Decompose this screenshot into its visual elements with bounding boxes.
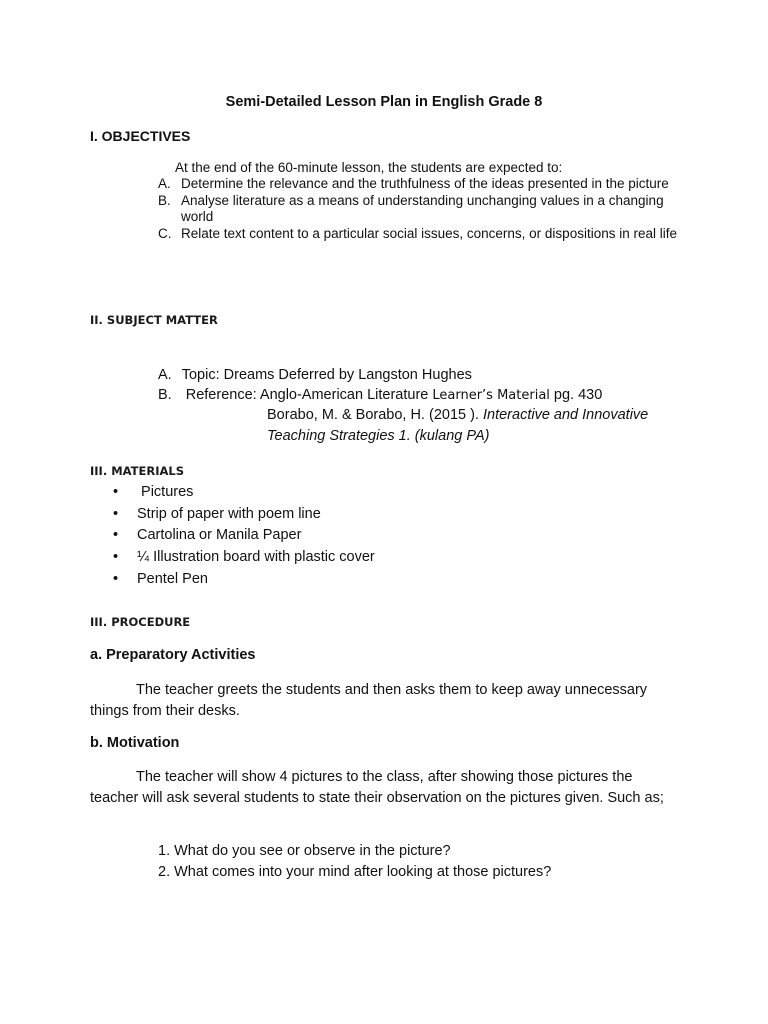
materials-heading: III. MATERIALS <box>90 464 185 478</box>
bullet: • <box>113 570 119 587</box>
objective-item <box>158 226 698 243</box>
bullet: • <box>113 527 119 544</box>
document-title: Semi-Detailed Lesson Plan in English Grade 8 <box>225 94 543 110</box>
bullet: • <box>113 484 119 500</box>
citation-title-2: Teaching Strategies 1. (kulang PA) <box>267 428 490 444</box>
citation-authors: Borabo, M. & Borabo, H. (2015 ). <box>267 407 483 423</box>
topic-line <box>158 367 472 383</box>
objective-text: Analyse literature as a means of understanding unchanging values in a changing world <box>181 192 664 224</box>
reference-material: Learner’s Material <box>432 388 550 403</box>
objective-marker: A. <box>158 176 171 191</box>
objective-marker: C. <box>158 225 172 241</box>
reference-page: pg. 430 <box>549 387 603 403</box>
subject-matter-heading: II. SUBJECT MATTER <box>90 313 218 327</box>
material-item <box>113 547 375 569</box>
preparatory-text: The teacher greets the students and then asks them to keep away unnecessary things from their desks. <box>90 682 648 719</box>
material-text: Pentel Pen <box>137 570 208 587</box>
material-item <box>113 504 375 526</box>
objective-marker: B. <box>158 192 171 208</box>
material-text: Strip of paper with poem line <box>137 505 321 522</box>
motivation-text: The teacher will show 4 pictures to the class, after showing those pictures the teacher will ask several students to state their observation on the pictures given. Such as; <box>90 769 664 806</box>
material-text: Pictures <box>137 484 194 500</box>
citation-title-1: Interactive and Innovative <box>483 407 649 423</box>
topic-text: Topic: Dreams Deferred by Langston Hughes <box>181 367 472 383</box>
material-item <box>113 525 375 547</box>
bullet: • <box>113 505 119 522</box>
objective-text: Relate text content to a particular social issues, concerns, or dispositions in real life <box>181 225 677 241</box>
material-item <box>113 569 375 591</box>
motivation-question: 1. What do you see or observe in the picture? <box>158 843 451 859</box>
material-text: ¼ Illustration board with plastic cover <box>137 549 375 566</box>
material-text: Cartolina or Manila Paper <box>137 527 302 544</box>
bullet: • <box>113 549 119 566</box>
objective-item <box>158 176 698 193</box>
objective-item <box>158 193 698 226</box>
reference-line <box>158 387 602 403</box>
objective-text: Determine the relevance and the truthfulness of the ideas presented in the picture <box>181 176 669 191</box>
objectives-heading: I. OBJECTIVES <box>90 128 191 144</box>
reference-label: Reference: Anglo-American Literature <box>185 387 433 403</box>
citation-line-1 <box>267 407 648 423</box>
material-item <box>113 482 375 504</box>
motivation-heading: b. Motivation <box>90 735 180 751</box>
motivation-question: 2. What comes into your mind after looking at those pictures? <box>158 864 552 880</box>
objectives-intro: At the end of the 60-minute lesson, the students are expected to: <box>175 160 563 175</box>
reference-marker: B. <box>158 387 172 403</box>
topic-marker: A. <box>158 367 172 383</box>
procedure-heading: III. PROCEDURE <box>90 615 191 629</box>
materials-list <box>113 482 375 591</box>
objectives-list <box>158 176 698 242</box>
preparatory-heading: a. Preparatory Activities <box>90 647 256 663</box>
